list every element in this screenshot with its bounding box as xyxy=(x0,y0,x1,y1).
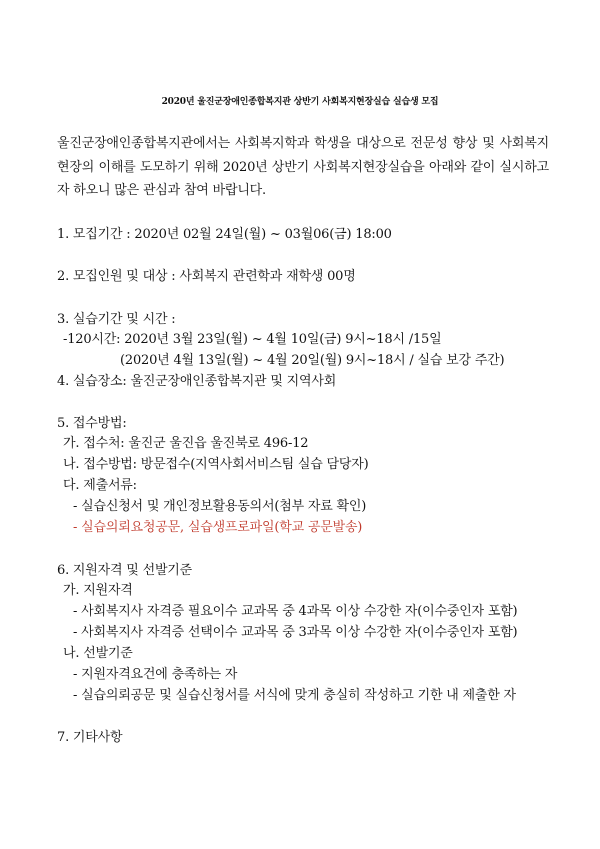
recruit-target: 2. 모집인원 및 대상 : 사회복지 관련학과 재학생 00명 xyxy=(57,269,356,284)
documents-heading: 다. 제출서류: xyxy=(63,478,137,493)
qualification-item: - 사회복지사 자격증 필요이수 교과목 중 4과목 이상 수강한 자(이수중인자 포함) xyxy=(73,604,518,619)
training-location: 4. 실습장소: 울진군장애인종합복지관 및 지역사회 xyxy=(57,374,337,389)
qualification-heading: 6. 지원자격 및 선발기준 xyxy=(57,563,193,578)
document-item: - 실습신청서 및 개인정보활용동의서(첨부 자료 확인) xyxy=(73,499,367,514)
apply-place: 가. 접수처: 울진군 울진읍 울진북로 496-12 xyxy=(63,436,309,451)
document-item-highlight: - 실습의뢰요청공문, 실습생프로파일(학교 공문발송) xyxy=(73,520,363,535)
apply-method: 나. 접수방법: 방문접수(지역사회서비스팀 실습 담당자) xyxy=(63,457,369,472)
selection-subheading: 나. 선발기준 xyxy=(63,646,133,661)
other-heading: 7. 기타사항 xyxy=(57,730,123,745)
qualification-item: - 사회복지사 자격증 선택이수 교과목 중 3과목 이상 수강한 자(이수중인자 포함) xyxy=(73,625,518,640)
selection-item: - 지원자격요건에 충족하는 자 xyxy=(73,667,238,682)
selection-item: - 실습의뢰공문 및 실습신청서를 서식에 맞게 충실히 작성하고 기한 내 제출한 자 xyxy=(73,688,516,703)
training-makeup: (2020년 4월 13일(월) ~ 4월 20일(월) 9시~18시 / 실습 보강 주간) xyxy=(120,353,505,368)
document-title: 2020년 울진군장애인종합복지관 상반기 사회복지현장실습 실습생 모집 xyxy=(161,97,439,107)
intro-text: 울진군장애인종합복지관에서는 사회복지학과 학생을 대상으로 전문성 향상 및 사회복지 현장의 이해를 도모하기 위해 2020년 상반기 사회복지현장실습을 아래와 같이 실시하고자 하오니 많은 관심과 참여 바랍니다. xyxy=(57,136,549,198)
recruit-period: 1. 모집기간 : 2020년 02월 24일(월) ~ 03월06(금) 18:00 xyxy=(57,227,392,242)
intro-paragraph xyxy=(57,132,549,203)
training-hours: -120시간: 2020년 3월 23일(월) ~ 4월 10일(금) 9시~18시 /15일 xyxy=(63,332,442,347)
apply-heading: 5. 접수방법: xyxy=(57,416,127,431)
qualification-subheading: 가. 지원자격 xyxy=(63,583,133,598)
training-heading: 3. 실습기간 및 시간 : xyxy=(57,312,176,327)
